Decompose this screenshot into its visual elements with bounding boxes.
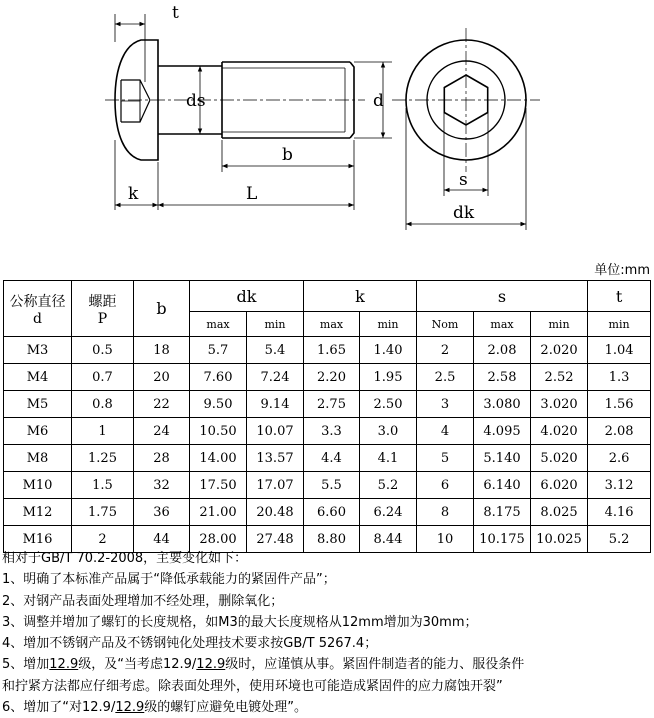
cell-t-min: 5.2 bbox=[588, 526, 651, 553]
label-d: d bbox=[373, 91, 384, 111]
header-t-min: min bbox=[588, 312, 651, 337]
cell-b: 44 bbox=[134, 526, 190, 553]
label-ds: ds bbox=[186, 91, 206, 111]
change-notes bbox=[2, 548, 654, 718]
cell-k-max: 4.4 bbox=[304, 445, 360, 472]
cell-b: 22 bbox=[134, 391, 190, 418]
cell-s-max: 3.080 bbox=[474, 391, 531, 418]
cell-pitch: 0.5 bbox=[72, 337, 134, 364]
cell-s-min: 2.52 bbox=[531, 364, 588, 391]
table-row bbox=[4, 445, 651, 472]
cell-s-max: 6.140 bbox=[474, 472, 531, 499]
header-pitch-symbol: P bbox=[97, 310, 108, 327]
cell-t-min: 1.3 bbox=[588, 364, 651, 391]
table-row bbox=[4, 472, 651, 499]
cell-dk-max: 28.00 bbox=[190, 526, 247, 553]
cell-k-min: 1.95 bbox=[360, 364, 417, 391]
cell-s-min: 4.020 bbox=[531, 418, 588, 445]
header-nominal-symbol: d bbox=[33, 310, 42, 327]
cell-k-max: 2.75 bbox=[304, 391, 360, 418]
header-dk-min: min bbox=[247, 312, 304, 337]
cell-k-max: 3.3 bbox=[304, 418, 360, 445]
table-row bbox=[4, 391, 651, 418]
cell-s-min: 6.020 bbox=[531, 472, 588, 499]
cell-s-nom: 2.5 bbox=[417, 364, 474, 391]
header-s-nom: Nom bbox=[417, 312, 474, 337]
header-pitch-text: 螺距 bbox=[88, 293, 117, 310]
note-3: 3、调整并增加了螺钉的长度规格，如M3的最大长度规格从12mm增加为30mm； bbox=[2, 614, 478, 630]
cell-dk-max: 9.50 bbox=[190, 391, 247, 418]
cell-t-min: 3.12 bbox=[588, 472, 651, 499]
cell-k-max: 5.5 bbox=[304, 472, 360, 499]
header-t: t bbox=[588, 281, 651, 312]
cell-s-max: 8.175 bbox=[474, 499, 531, 526]
cell-size: M3 bbox=[4, 337, 72, 364]
cell-dk-max: 21.00 bbox=[190, 499, 247, 526]
note-5-grade-a: 12.9 bbox=[49, 657, 79, 673]
cell-dk-max: 14.00 bbox=[190, 445, 247, 472]
cell-k-min: 5.2 bbox=[360, 472, 417, 499]
cell-s-max: 10.175 bbox=[474, 526, 531, 553]
cell-t-min: 1.04 bbox=[588, 337, 651, 364]
cell-t-min: 2.6 bbox=[588, 445, 651, 472]
header-nominal-text: 公称直径 bbox=[9, 293, 66, 310]
cell-pitch: 1.5 bbox=[72, 472, 134, 499]
note-6-part-a: 6、增加了“对12.9/ bbox=[2, 700, 116, 716]
cell-b: 18 bbox=[134, 337, 190, 364]
cell-b: 32 bbox=[134, 472, 190, 499]
header-k: k bbox=[304, 281, 417, 312]
cell-k-min: 6.24 bbox=[360, 499, 417, 526]
cell-s-nom: 8 bbox=[417, 499, 474, 526]
cell-s-nom: 6 bbox=[417, 472, 474, 499]
cell-pitch: 1.25 bbox=[72, 445, 134, 472]
spec-table bbox=[3, 280, 651, 553]
cell-pitch: 1 bbox=[72, 418, 134, 445]
cell-dk-max: 5.7 bbox=[190, 337, 247, 364]
note-5 bbox=[2, 654, 654, 675]
header-k-max: max bbox=[304, 312, 360, 337]
note-4: 4、增加不锈钢产品及不锈钢钝化处理技术要求按GB/T 5267.4； bbox=[2, 636, 378, 652]
header-nominal-diameter bbox=[4, 281, 72, 337]
header-pitch bbox=[72, 281, 134, 337]
cell-b: 28 bbox=[134, 445, 190, 472]
cell-dk-min: 10.07 bbox=[247, 418, 304, 445]
note-6-part-c: 级的螺钉应避免电镀处理”。 bbox=[144, 700, 308, 716]
header-s-min: min bbox=[531, 312, 588, 337]
note-5-part-c: 级，及“当考虑12.9/ bbox=[78, 657, 197, 673]
cell-size: M5 bbox=[4, 391, 72, 418]
cell-s-nom: 4 bbox=[417, 418, 474, 445]
cell-dk-min: 17.07 bbox=[247, 472, 304, 499]
cell-s-min: 3.020 bbox=[531, 391, 588, 418]
cell-t-min: 1.56 bbox=[588, 391, 651, 418]
cell-s-min: 8.025 bbox=[531, 499, 588, 526]
cell-size: M16 bbox=[4, 526, 72, 553]
note-2: 2、对钢产品表面处理增加不经处理，删除氧化； bbox=[2, 593, 284, 609]
cell-k-min: 2.50 bbox=[360, 391, 417, 418]
cell-dk-min: 27.48 bbox=[247, 526, 304, 553]
cell-size: M6 bbox=[4, 418, 72, 445]
note-1: 1、明确了本标准产品属于“降低承载能力的紧固件产品”； bbox=[2, 572, 336, 588]
cell-s-max: 2.58 bbox=[474, 364, 531, 391]
cell-k-max: 2.20 bbox=[304, 364, 360, 391]
header-dk-max: max bbox=[190, 312, 247, 337]
label-s: s bbox=[459, 170, 468, 190]
table-row bbox=[4, 418, 651, 445]
cell-dk-min: 7.24 bbox=[247, 364, 304, 391]
note-6 bbox=[2, 697, 654, 718]
note-intro: 相对于GB/T 70.2-2008，主要变化如下： bbox=[2, 551, 248, 566]
label-b: b bbox=[282, 145, 293, 165]
cell-s-min: 5.020 bbox=[531, 445, 588, 472]
cell-k-min: 3.0 bbox=[360, 418, 417, 445]
cell-dk-max: 17.50 bbox=[190, 472, 247, 499]
header-dk: dk bbox=[190, 281, 304, 312]
cell-size: M4 bbox=[4, 364, 72, 391]
note-5-part-a: 5、增加 bbox=[2, 657, 50, 673]
cell-pitch: 1.75 bbox=[72, 499, 134, 526]
cell-size: M10 bbox=[4, 472, 72, 499]
cell-dk-min: 9.14 bbox=[247, 391, 304, 418]
label-t: t bbox=[172, 3, 179, 23]
label-L: L bbox=[246, 184, 258, 204]
table-row bbox=[4, 364, 651, 391]
note-5-continued: 和拧紧方法都应仔细考虑。除表面处理外，使用环境也可能造成紧固件的应力腐蚀开裂” bbox=[2, 678, 503, 694]
note-6-grade: 12.9 bbox=[115, 700, 145, 716]
cell-k-max: 1.65 bbox=[304, 337, 360, 364]
cell-s-nom: 3 bbox=[417, 391, 474, 418]
label-k: k bbox=[128, 184, 139, 204]
cell-pitch: 0.7 bbox=[72, 364, 134, 391]
cell-s-max: 2.08 bbox=[474, 337, 531, 364]
header-k-min: min bbox=[360, 312, 417, 337]
header-b: b bbox=[134, 281, 190, 337]
table-row bbox=[4, 337, 651, 364]
label-dk: dk bbox=[453, 203, 475, 223]
cell-s-nom: 5 bbox=[417, 445, 474, 472]
cell-t-min: 2.08 bbox=[588, 418, 651, 445]
spec-rows bbox=[4, 337, 651, 553]
header-s: s bbox=[417, 281, 588, 312]
cell-size: M8 bbox=[4, 445, 72, 472]
table-row bbox=[4, 499, 651, 526]
cell-dk-min: 20.48 bbox=[247, 499, 304, 526]
cell-b: 24 bbox=[134, 418, 190, 445]
cell-s-min: 2.020 bbox=[531, 337, 588, 364]
cell-t-min: 4.16 bbox=[588, 499, 651, 526]
cell-b: 36 bbox=[134, 499, 190, 526]
cell-k-max: 8.80 bbox=[304, 526, 360, 553]
cell-k-min: 4.1 bbox=[360, 445, 417, 472]
cell-dk-min: 5.4 bbox=[247, 337, 304, 364]
header-s-max: max bbox=[474, 312, 531, 337]
cell-b: 20 bbox=[134, 364, 190, 391]
cell-pitch: 0.8 bbox=[72, 391, 134, 418]
screw-drawing bbox=[0, 0, 654, 258]
end-view bbox=[392, 28, 540, 172]
unit-label: 单位:mm bbox=[594, 263, 650, 278]
cell-dk-min: 13.57 bbox=[247, 445, 304, 472]
cell-k-max: 6.60 bbox=[304, 499, 360, 526]
cell-s-min: 10.025 bbox=[531, 526, 588, 553]
note-5-grade-b: 12.9 bbox=[196, 657, 226, 673]
cell-dk-max: 10.50 bbox=[190, 418, 247, 445]
cell-dk-max: 7.60 bbox=[190, 364, 247, 391]
cell-s-nom: 10 bbox=[417, 526, 474, 553]
cell-s-nom: 2 bbox=[417, 337, 474, 364]
cell-s-max: 4.095 bbox=[474, 418, 531, 445]
note-5-part-e: 级时，应谨慎从事。紧固件制造者的能力、服役条件 bbox=[225, 657, 525, 673]
cell-s-max: 5.140 bbox=[474, 445, 531, 472]
side-view bbox=[105, 40, 365, 160]
side-dimensions bbox=[115, 14, 392, 210]
cell-size: M12 bbox=[4, 499, 72, 526]
cell-k-min: 8.44 bbox=[360, 526, 417, 553]
cell-k-min: 1.40 bbox=[360, 337, 417, 364]
cell-pitch: 2 bbox=[72, 526, 134, 553]
